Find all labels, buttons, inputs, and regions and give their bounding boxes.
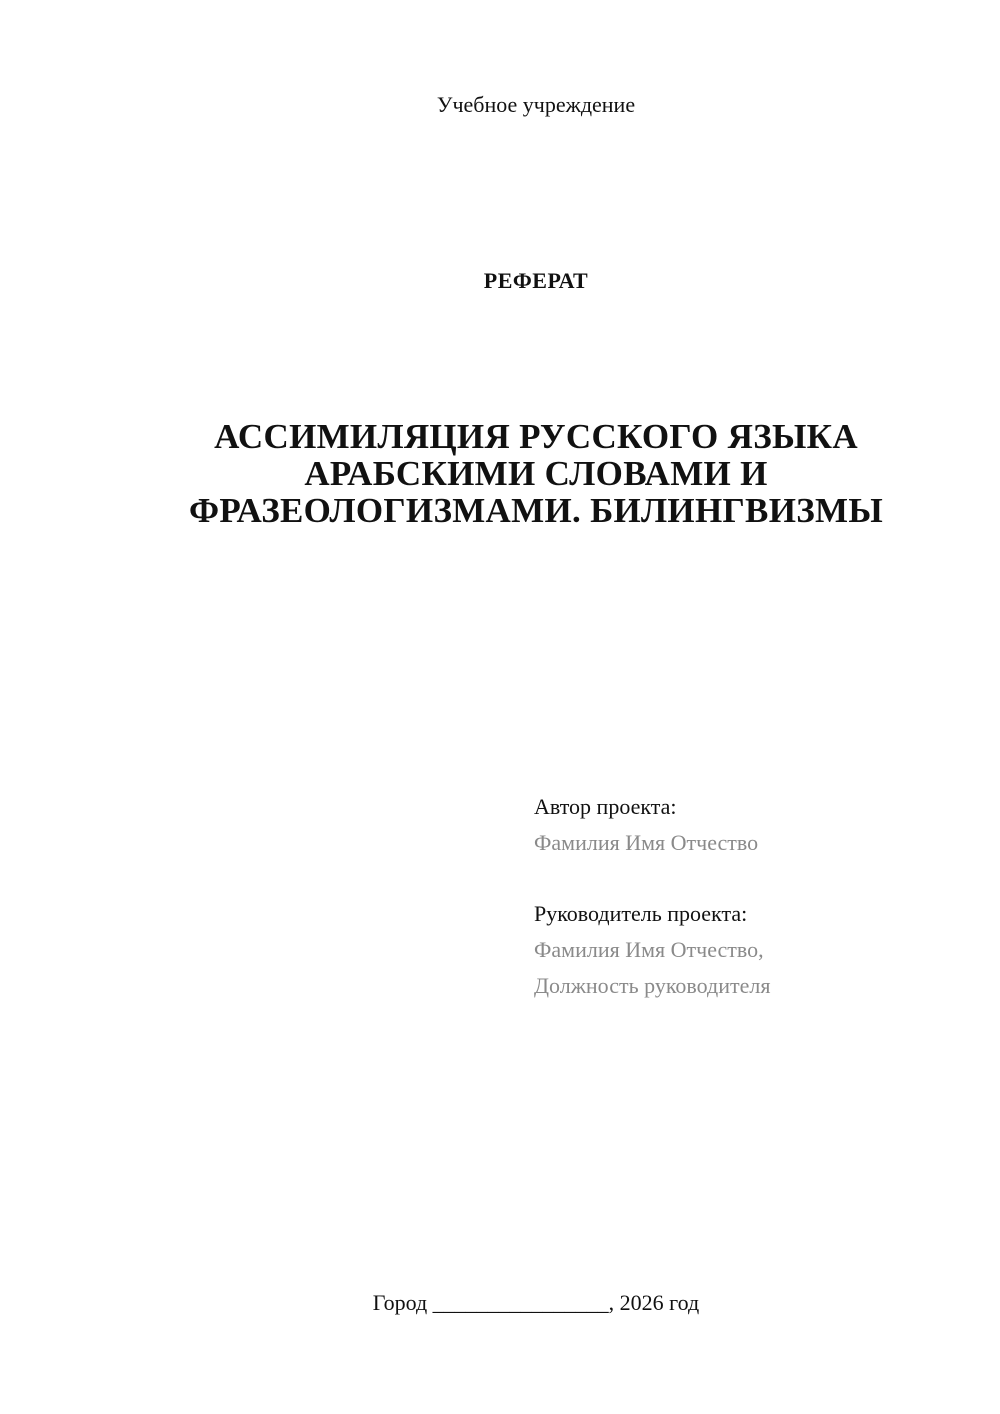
- project-info: [534, 789, 964, 1004]
- supervisor-label: Руководитель проекта:: [534, 901, 748, 926]
- document-title: [140, 418, 932, 529]
- author-label: Автор проекта:: [534, 794, 677, 819]
- supervisor-name: Фамилия Имя Отчество,: [534, 937, 764, 962]
- city-year-line: Город ________________, 2026 год: [372, 1290, 700, 1315]
- title-line: ФРАЗЕОЛОГИЗМАМИ. БИЛИНГВИЗМЫ: [188, 491, 883, 530]
- document-type: РЕФЕРАТ: [483, 268, 589, 293]
- title-line: АРАБСКИМИ СЛОВАМИ И: [304, 454, 768, 493]
- title-line: АССИМИЛЯЦИЯ РУССКОГО ЯЗЫКА: [214, 417, 858, 456]
- supervisor-position: Должность руководителя: [534, 973, 771, 998]
- institution-name: Учебное учреждение: [436, 92, 636, 117]
- author-name: Фамилия Имя Отчество: [534, 830, 759, 855]
